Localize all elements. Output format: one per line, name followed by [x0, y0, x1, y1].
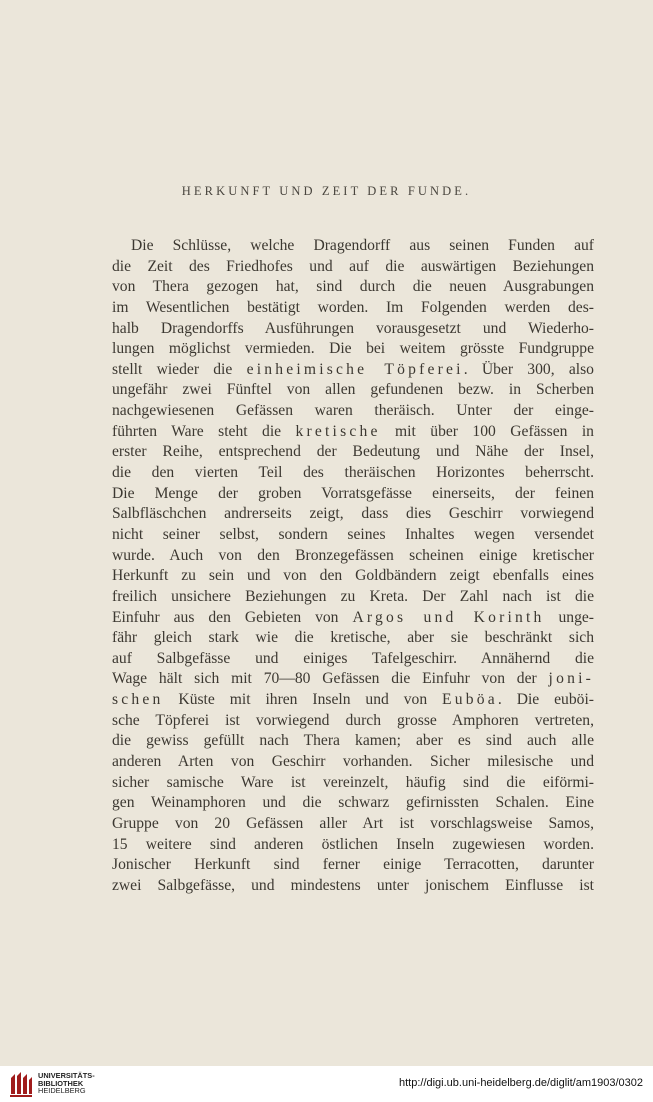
text-line: [112, 422, 594, 443]
text-run: fähr gleich stark wie die kretische, aber sie beschränkt sich: [112, 629, 594, 647]
text-run: Die Schlüsse, welche Dragendorff aus seinen Funden auf: [131, 237, 594, 254]
library-name-line3: HEIDELBERG: [38, 1086, 86, 1096]
text-run: . Die euböi-: [497, 691, 594, 709]
text-line: [112, 546, 594, 567]
text-line: [112, 649, 594, 670]
text-line: [112, 876, 594, 897]
body-text: [112, 236, 594, 897]
text-line: [112, 731, 594, 752]
text-line: [112, 773, 594, 794]
text-line: [112, 504, 594, 525]
text-line: [112, 360, 594, 381]
text-line: [112, 793, 594, 814]
text-line: [112, 628, 594, 649]
text-run: erster Reihe, entsprechend der Bedeutung und Nähe der Insel,: [112, 443, 594, 461]
text-run: nicht seiner selbst, sondern seines Inhaltes wegen versendet: [112, 525, 594, 543]
text-run: unge-: [544, 608, 595, 626]
library-name-line2: BIBLIOTHEK: [38, 1078, 84, 1088]
text-run: Jonischer Herkunft sind ferner einige Terracotten, darunter: [112, 856, 594, 874]
text-run: ungefähr zwei Fünftel von allen gefundenen bezw. in Scherben: [112, 381, 594, 399]
text-line: [112, 339, 594, 360]
text-run: mit über 100 Gefässen in: [380, 422, 594, 440]
text-run: wurde. Auch von den Bronzegefässen scheinen einige kretischer: [112, 546, 594, 564]
text-run: Gruppe von 20 Gefässen aller Art ist vorschlagsweise Samos,: [112, 814, 594, 832]
text-line: [112, 835, 594, 856]
text-run: die Zeit des Friedhofes und auf die auswärtigen Beziehungen: [112, 257, 594, 275]
footer-bar: [0, 1066, 653, 1102]
text-line: [112, 669, 594, 690]
spaced-emphasis: schen: [112, 691, 164, 709]
text-line: [112, 566, 594, 587]
text-run: Einfuhr aus den Gebieten von: [112, 608, 353, 626]
text-line: [112, 277, 594, 298]
text-line: [112, 587, 594, 608]
text-run: . Über 300, also: [463, 360, 594, 378]
text-run: sicher samische Ware ist vereinzelt, häufig sind die eiförmi-: [112, 773, 594, 791]
text-run: gen Weinamphoren und die schwarz gefirnissten Schalen. Eine: [112, 794, 594, 812]
spaced-emphasis: kretische: [295, 422, 381, 440]
text-run: Salbfläschchen andrerseits zeigt, dass dies Geschirr vorwiegend: [112, 505, 594, 523]
text-run: Die Menge der groben Vorratsgefässe einerseits, der feinen: [112, 484, 594, 502]
text-run: sche Töpferei ist vorwiegend durch grosse Amphoren vertreten,: [112, 711, 594, 729]
text-line: [112, 690, 594, 711]
text-line: [112, 711, 594, 732]
text-run: Herkunft zu sein und von den Goldbändern zeigt ebenfalls eines: [112, 567, 594, 585]
text-run: zwei Salbgefässe, und mindestens unter jonischem Einflusse ist: [112, 876, 594, 894]
text-line: [112, 380, 594, 401]
text-run: 15 weitere sind anderen östlichen Inseln zugewiesen worden.: [112, 835, 594, 853]
spaced-emphasis: Argos und Korinth: [352, 608, 545, 626]
text-run: nachgewiesenen Gefässen waren theräisch. Unter der einge-: [112, 402, 594, 420]
text-run: lungen möglichst vermieden. Die bei weitem grösste Fundgruppe: [112, 340, 594, 358]
university-library-logo-icon: [8, 1070, 34, 1098]
text-line: [112, 608, 594, 629]
text-run: Wage hält sich mit 70—80 Gefässen die Einfuhr von der: [112, 670, 549, 688]
text-line: [112, 236, 594, 257]
page-url-link[interactable]: http://digi.ub.uni-heidelberg.de/diglit/am1903/0302: [398, 1077, 643, 1089]
text-line: [112, 319, 594, 340]
text-line: [112, 484, 594, 505]
text-run: freilich unsichere Beziehungen zu Kreta. Der Zahl nach ist die: [112, 587, 594, 605]
text-line: [112, 257, 594, 278]
text-line: [112, 442, 594, 463]
spaced-emphasis: Euböa: [442, 691, 498, 709]
text-line: [112, 814, 594, 835]
text-line: [112, 855, 594, 876]
spaced-emphasis: einheimische Töpferei: [246, 360, 464, 378]
text-run: die gewiss gefüllt nach Thera kamen; aber es sind auch alle: [112, 732, 594, 750]
page-heading: HERKUNFT UND ZEIT DER FUNDE.: [181, 184, 472, 198]
text-line: [112, 298, 594, 319]
text-line: [112, 463, 594, 484]
text-run: die den vierten Teil des theräischen Horizontes beherrscht.: [112, 464, 594, 482]
text-run: Küste mit ihren Inseln und von: [163, 691, 443, 709]
text-line: [112, 401, 594, 422]
spaced-emphasis: joni-: [548, 670, 594, 688]
text-run: anderen Arten von Geschirr vorhanden. Sicher milesische und: [112, 753, 594, 771]
text-run: führten Ware steht die: [112, 422, 296, 440]
library-name-line1: UNIVERSITÄTS-: [38, 1071, 95, 1080]
text-line: [112, 752, 594, 773]
text-run: von Thera gezogen hat, sind durch die neuen Ausgrabungen: [112, 278, 594, 296]
text-run: auf Salbgefässe und einiges Tafelgeschirr. Annähernd die: [112, 649, 594, 667]
text-line: [112, 525, 594, 546]
text-run: im Wesentlichen bestätigt worden. Im Folgenden werden des-: [112, 298, 594, 316]
library-name: [38, 1072, 95, 1095]
text-run: stellt wieder die: [112, 360, 247, 378]
text-run: halb Dragendorffs Ausführungen vorausgesetzt und Wiederho-: [112, 319, 594, 337]
